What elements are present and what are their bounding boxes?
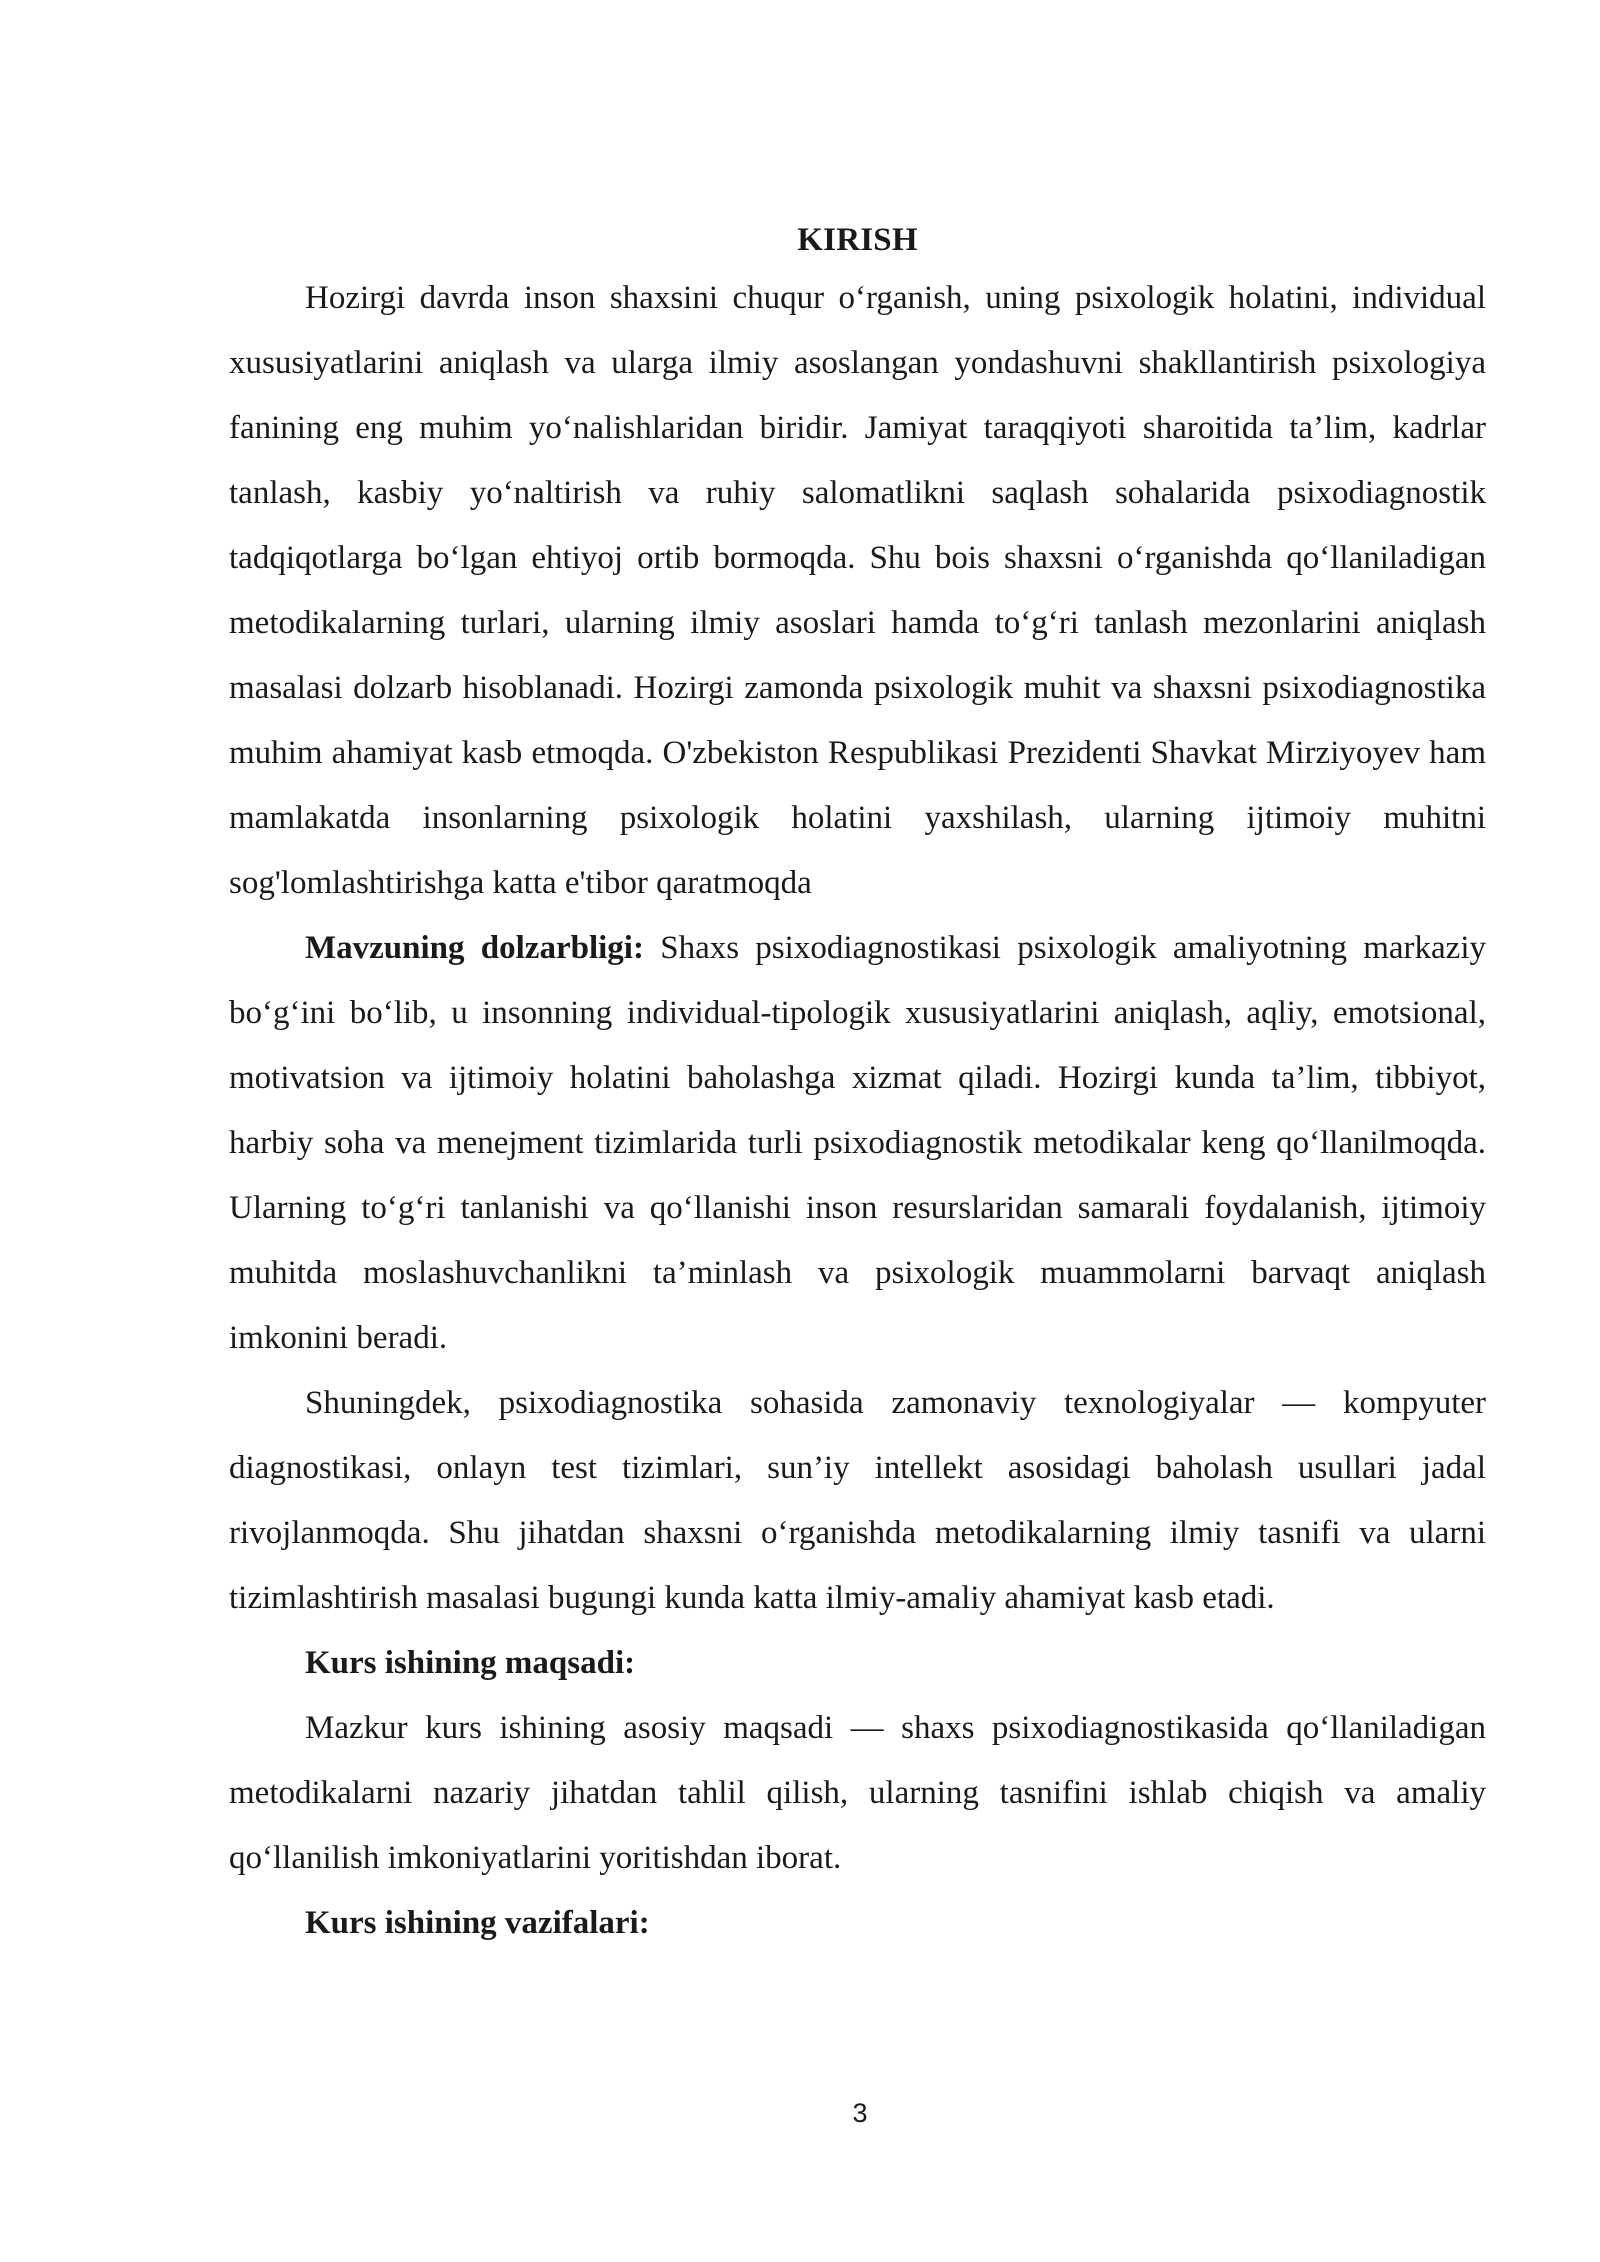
- relevance-label: Mavzuning dolzarbligi:: [305, 930, 644, 966]
- goal-heading: Kurs ishining maqsadi:: [305, 1645, 636, 1681]
- intro-paragraph: Hozirgi davrda inson shaxsini chuqur o‘rganish, uning psixologik holatini, individual xususiyatlarini aniqlash va ularga ilmiy asoslangan yondashuvni shakllantirish psixologiya fanining eng muhim yo‘nalishlaridan biridir. Jamiyat taraqqiyoti sharoitida ta’lim, kadrlar tanlash, kasbiy yo‘naltirish va ruhiy salomatlikni saqlash sohalarida psixodiagnostik tadqiqotlarga bo‘lgan ehtiyoj ortib bormoqda. Shu bois shaxsni o‘rganishda qo‘llaniladigan metodikalarning turlari, ularning ilmiy asoslari hamda to‘g‘ri tanlash mezonlarini aniqlash masalasi dolzarb hisoblanadi. Hozirgi zamonda psixologik muhit va shaxsni psixodiagnostika muhim ahamiyat kasb etmoqda. O'zbekiston Respublikasi Prezidenti Shavkat Mirziyoyev ham mamlakatda insonlarning psixologik holatini yaxshilash, ularning ijtimoiy muhitni sog'lomlashtirishga katta e'tibor qaratmoqda: [229, 280, 1486, 901]
- page-content: [229, 218, 1486, 1956]
- relevance-text: Shaxs psixodiagnostikasi psixologik amaliyotning markaziy bo‘g‘ini bo‘lib, u insonning individual-tipologik xususiyatlarini aniqlash, aqliy, emotsional, motivatsion va ijtimoiy holatini baholashga xizmat qiladi. Hozirgi kunda ta’lim, tibbiyot, harbiy soha va menejment tizimlarida turli psixodiagnostik metodikalar keng qo‘llanilmoqda. Ularning to‘g‘ri tanlanishi va qo‘llanishi inson resurslaridan samarali foydalanish, ijtimoiy muhitda moslashuvchanlikni ta’minlash va psixologik muammolarni barvaqt aniqlash imkonini beradi.: [229, 930, 1486, 1356]
- page-title: KIRISH: [797, 222, 918, 258]
- goal-paragraph: Mazkur kurs ishining asosiy maqsadi — shaxs psixodiagnostikasida qo‘llaniladigan metodikalarni nazariy jihatdan tahlil qilish, ularning tasnifini ishlab chiqish va amaliy qo‘llanilish imkoniyatlarini yoritishdan iborat.: [229, 1710, 1486, 1876]
- tasks-heading: Kurs ishining vazifalari:: [305, 1905, 650, 1941]
- page-number: 3: [852, 2098, 868, 2128]
- technology-paragraph: Shuningdek, psixodiagnostika sohasida zamonaviy texnologiyalar — kompyuter diagnostikasi, onlayn test tizimlari, sun’iy intellekt asosidagi baholash usullari jadal rivojlanmoqda. Shu jihatdan shaxsni o‘rganishda metodikalarning ilmiy tasnifi va ularni tizimlashtirish masalasi bugungi kunda katta ilmiy-amaliy ahamiyat kasb etadi.: [229, 1385, 1486, 1616]
- relevance-paragraph: [229, 916, 1486, 1371]
